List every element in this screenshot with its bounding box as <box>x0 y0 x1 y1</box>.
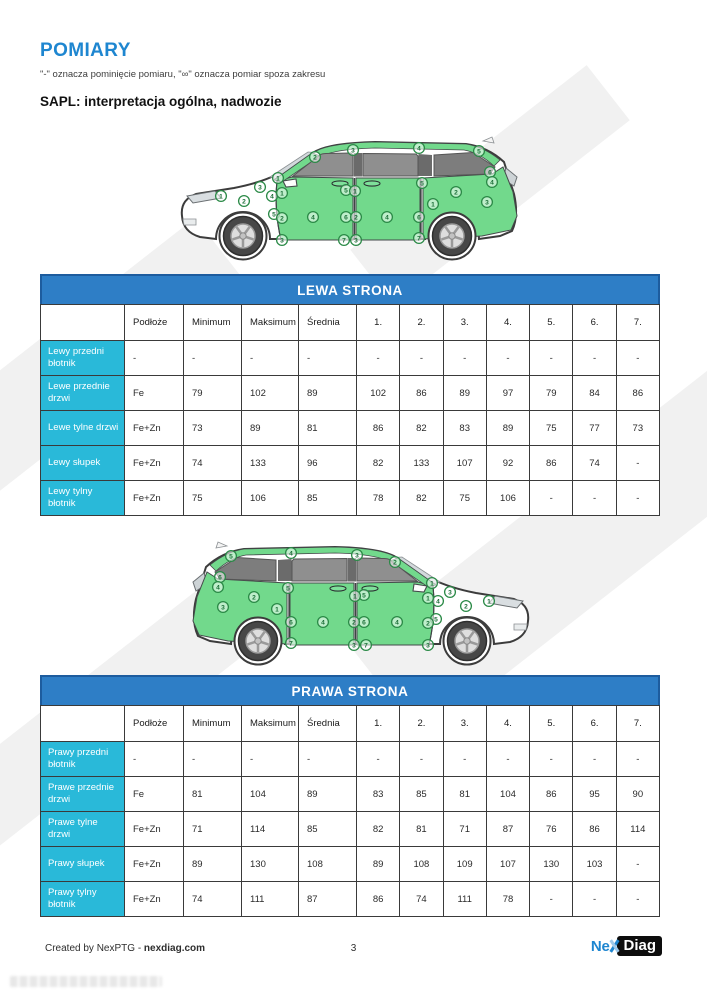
table-cell: 83 <box>443 411 486 446</box>
column-header: Średnia <box>299 305 357 341</box>
svg-text:2: 2 <box>393 559 397 567</box>
table-cell: 87 <box>299 882 357 917</box>
svg-text:4: 4 <box>417 145 421 153</box>
measure-point <box>392 617 403 628</box>
measure-point <box>484 596 495 607</box>
table-cell: 81 <box>400 812 443 847</box>
table-cell: 87 <box>486 812 529 847</box>
measure-point <box>273 173 284 184</box>
table-cell: 73 <box>616 411 659 446</box>
table-cell: 130 <box>530 847 573 882</box>
table-cell: - <box>616 742 659 777</box>
measure-point <box>277 235 288 246</box>
table-cell: - <box>616 341 659 376</box>
table-cell: - <box>242 742 299 777</box>
table-cell: 85 <box>299 481 357 516</box>
table-cell: 82 <box>357 446 400 481</box>
svg-text:1: 1 <box>353 188 357 196</box>
table-row <box>41 742 660 777</box>
svg-text:4: 4 <box>385 214 389 222</box>
column-header <box>41 305 125 341</box>
table-cell: - <box>616 847 659 882</box>
measure-point <box>352 550 363 561</box>
table-cell: 86 <box>357 411 400 446</box>
measure-point <box>283 583 294 594</box>
column-header: 7. <box>616 706 659 742</box>
measure-point <box>485 167 496 178</box>
svg-text:3: 3 <box>426 642 430 650</box>
table-cell: - <box>184 341 242 376</box>
measure-point <box>239 196 250 207</box>
measure-point <box>428 199 439 210</box>
svg-text:6: 6 <box>417 214 421 222</box>
svg-text:3: 3 <box>351 147 355 155</box>
row-header: Lewy słupek <box>41 446 125 481</box>
table-cell: 82 <box>400 411 443 446</box>
svg-text:1: 1 <box>276 175 280 183</box>
measure-point <box>351 212 362 223</box>
measure-point <box>277 188 288 199</box>
table-cell: 85 <box>299 812 357 847</box>
table-cell: - <box>357 341 400 376</box>
measure-point <box>216 191 227 202</box>
table-cell: 78 <box>486 882 529 917</box>
page-title: POMIARY <box>40 40 131 61</box>
table-cell: 74 <box>184 446 242 481</box>
table-cell: 103 <box>573 847 616 882</box>
table-cell: 111 <box>443 882 486 917</box>
svg-text:2: 2 <box>252 594 256 602</box>
svg-text:2: 2 <box>313 154 317 162</box>
table-row <box>41 481 660 516</box>
column-header: Maksimum <box>242 706 299 742</box>
svg-text:5: 5 <box>286 585 290 593</box>
measure-point <box>417 178 428 189</box>
svg-text:3: 3 <box>485 199 489 207</box>
column-header: 4. <box>486 305 529 341</box>
table-cell: Fe+Zn <box>125 446 184 481</box>
measure-point <box>350 591 361 602</box>
svg-text:3: 3 <box>354 237 358 245</box>
table-cell: - <box>400 742 443 777</box>
column-header: Minimum <box>184 305 242 341</box>
table-cell: 89 <box>242 411 299 446</box>
svg-text:3: 3 <box>355 552 359 560</box>
measure-point <box>451 187 462 198</box>
svg-text:4: 4 <box>395 619 399 627</box>
svg-text:1: 1 <box>426 595 430 603</box>
table-cell: - <box>443 742 486 777</box>
svg-text:4: 4 <box>311 214 315 222</box>
table-prawa-strona <box>40 675 660 917</box>
table-row <box>41 882 660 917</box>
table-cell: 106 <box>242 481 299 516</box>
column-header: 4. <box>486 706 529 742</box>
table-row <box>41 376 660 411</box>
table-cell: - <box>242 341 299 376</box>
measure-point <box>286 638 297 649</box>
table-row <box>41 812 660 847</box>
table-cell: 133 <box>242 446 299 481</box>
table-cell: Fe+Zn <box>125 882 184 917</box>
table-cell: 85 <box>400 777 443 812</box>
measure-point <box>390 557 401 568</box>
svg-text:6: 6 <box>289 619 293 627</box>
table-cell: 89 <box>184 847 242 882</box>
row-header: Lewy tylny błotnik <box>41 481 125 516</box>
svg-text:7: 7 <box>342 237 346 245</box>
page-number: 3 <box>350 943 357 954</box>
svg-text:5: 5 <box>362 592 366 600</box>
table-cell: Fe <box>125 376 184 411</box>
svg-text:6: 6 <box>362 619 366 627</box>
table-cell: 75 <box>530 411 573 446</box>
table-cell: 111 <box>242 882 299 917</box>
column-header: Podłoże <box>125 305 184 341</box>
table-cell: 95 <box>573 777 616 812</box>
table-cell: 89 <box>299 777 357 812</box>
table-cell: - <box>530 882 573 917</box>
table-cell: 89 <box>443 376 486 411</box>
table-cell: Fe <box>125 777 184 812</box>
table-cell: - <box>573 481 616 516</box>
table-title: LEWA STRONA <box>40 274 660 304</box>
table-cell: 86 <box>573 812 616 847</box>
table-row <box>41 847 660 882</box>
nexdiag-logo <box>591 936 662 956</box>
table-row <box>41 411 660 446</box>
table-row <box>41 446 660 481</box>
svg-text:2: 2 <box>352 619 356 627</box>
measure-point <box>414 212 425 223</box>
svg-text:2: 2 <box>464 603 468 611</box>
measure-point <box>348 145 359 156</box>
table-cell: 71 <box>184 812 242 847</box>
measure-point <box>249 592 260 603</box>
table-cell: 89 <box>486 411 529 446</box>
svg-text:1: 1 <box>275 606 279 614</box>
table-cell: 75 <box>443 481 486 516</box>
table-cell: - <box>530 742 573 777</box>
measure-point <box>359 617 370 628</box>
column-header: Maksimum <box>242 305 299 341</box>
measure-point <box>445 587 456 598</box>
table-cell: 90 <box>616 777 659 812</box>
table-cell: 108 <box>400 847 443 882</box>
measure-point <box>487 177 498 188</box>
column-header: 7. <box>616 305 659 341</box>
table-cell: - <box>573 742 616 777</box>
svg-text:1: 1 <box>280 190 284 198</box>
measure-point <box>213 582 224 593</box>
row-header: Prawe tylne drzwi <box>41 812 125 847</box>
table-cell: 96 <box>299 446 357 481</box>
table-cell: 86 <box>530 777 573 812</box>
table-cell: 76 <box>530 812 573 847</box>
table-cell: - <box>125 742 184 777</box>
table-cell: 86 <box>357 882 400 917</box>
table-cell: 74 <box>400 882 443 917</box>
column-header: 2. <box>400 706 443 742</box>
svg-text:2: 2 <box>354 214 358 222</box>
watermark-text <box>10 976 162 987</box>
table-cell: 83 <box>357 777 400 812</box>
svg-text:1: 1 <box>431 201 435 209</box>
table-cell: Fe+Zn <box>125 847 184 882</box>
table-cell: 73 <box>184 411 242 446</box>
svg-text:6: 6 <box>488 169 492 177</box>
car-diagram-right-side <box>170 529 540 669</box>
measure-point <box>272 604 283 615</box>
measure-point <box>482 197 493 208</box>
table-cell: - <box>530 341 573 376</box>
table-cell: - <box>616 882 659 917</box>
svg-text:5: 5 <box>420 180 424 188</box>
column-header <box>41 706 125 742</box>
svg-text:3: 3 <box>352 642 356 650</box>
svg-text:5: 5 <box>477 148 481 156</box>
measure-point <box>226 551 237 562</box>
table-cell: - <box>530 481 573 516</box>
measure-point <box>286 617 297 628</box>
column-header: Minimum <box>184 706 242 742</box>
table-cell: - <box>443 341 486 376</box>
table-cell: Fe+Zn <box>125 411 184 446</box>
table-cell: 78 <box>357 481 400 516</box>
measure-point <box>423 618 434 629</box>
measure-point <box>351 235 362 246</box>
column-header: 5. <box>530 706 573 742</box>
row-header: Prawy przedni błotnik <box>41 742 125 777</box>
svg-text:6: 6 <box>218 574 222 582</box>
table-cell: 106 <box>486 481 529 516</box>
table-title: PRAWA STRONA <box>40 675 660 705</box>
svg-text:7: 7 <box>289 640 293 648</box>
measure-point <box>433 596 444 607</box>
svg-text:7: 7 <box>417 235 421 243</box>
table-cell: 81 <box>184 777 242 812</box>
table-cell: - <box>573 341 616 376</box>
svg-text:4: 4 <box>436 598 440 606</box>
measure-point <box>427 578 438 589</box>
measure-point <box>255 182 266 193</box>
row-header: Prawy słupek <box>41 847 125 882</box>
table-cell: 82 <box>357 812 400 847</box>
table-cell: 114 <box>242 812 299 847</box>
table-cell: - <box>400 341 443 376</box>
table-cell: - <box>125 341 184 376</box>
table-cell: 97 <box>486 376 529 411</box>
table-cell: 74 <box>573 446 616 481</box>
created-brand: nexdiag.com <box>143 943 206 954</box>
table-cell: 77 <box>573 411 616 446</box>
measurements-table-left <box>40 304 660 516</box>
table-cell: 81 <box>299 411 357 446</box>
svg-text:2: 2 <box>454 189 458 197</box>
column-header: 1. <box>357 706 400 742</box>
svg-text:4: 4 <box>216 584 220 592</box>
measure-point <box>423 640 434 651</box>
measure-point <box>286 548 297 559</box>
measure-point <box>349 640 360 651</box>
column-header: 1. <box>357 305 400 341</box>
table-cell: 109 <box>443 847 486 882</box>
table-cell: 82 <box>400 481 443 516</box>
table-cell: 86 <box>616 376 659 411</box>
column-header: 6. <box>573 305 616 341</box>
svg-text:3: 3 <box>448 589 452 597</box>
table-cell: 89 <box>357 847 400 882</box>
table-cell: 104 <box>242 777 299 812</box>
table-cell: - <box>184 742 242 777</box>
table-cell: 114 <box>616 812 659 847</box>
created-prefix: Created by NexPTG - <box>45 943 144 954</box>
measure-point <box>423 593 434 604</box>
column-header: 3. <box>443 706 486 742</box>
table-cell: - <box>573 882 616 917</box>
table-cell: - <box>486 341 529 376</box>
row-header: Lewe przednie drzwi <box>41 376 125 411</box>
measure-point <box>215 572 226 583</box>
column-header: 2. <box>400 305 443 341</box>
measure-point <box>349 617 360 628</box>
header-row <box>41 305 660 341</box>
column-header: 6. <box>573 706 616 742</box>
svg-text:6: 6 <box>344 214 348 222</box>
table-row <box>41 341 660 376</box>
measure-point <box>310 152 321 163</box>
table-cell: 86 <box>530 446 573 481</box>
row-header: Lewe tylne drzwi <box>41 411 125 446</box>
svg-text:2: 2 <box>280 215 284 223</box>
table-cell: 107 <box>443 446 486 481</box>
table-cell: 92 <box>486 446 529 481</box>
table-cell: 75 <box>184 481 242 516</box>
measure-point <box>361 640 372 651</box>
column-header: Średnia <box>299 706 357 742</box>
table-cell: 102 <box>242 376 299 411</box>
table-cell: 104 <box>486 777 529 812</box>
svg-text:4: 4 <box>289 550 293 558</box>
measure-point <box>350 186 361 197</box>
table-cell: 130 <box>242 847 299 882</box>
measure-point <box>341 212 352 223</box>
row-header: Prawy tylny błotnik <box>41 882 125 917</box>
svg-text:4: 4 <box>321 619 325 627</box>
row-header: Lewy przedni błotnik <box>41 341 125 376</box>
table-cell: - <box>357 742 400 777</box>
svg-text:5: 5 <box>229 553 233 561</box>
svg-text:2: 2 <box>426 620 430 628</box>
table-cell: 79 <box>184 376 242 411</box>
measure-point <box>414 233 425 244</box>
measure-point <box>267 191 278 202</box>
table-cell: - <box>299 341 357 376</box>
svg-text:3: 3 <box>258 184 262 192</box>
table-cell: 81 <box>443 777 486 812</box>
column-header: Podłoże <box>125 706 184 742</box>
measurements-table-right <box>40 705 660 917</box>
svg-text:5: 5 <box>434 616 438 624</box>
table-cell: - <box>486 742 529 777</box>
svg-text:5: 5 <box>272 211 276 219</box>
svg-text:1: 1 <box>487 598 491 606</box>
header-row <box>41 706 660 742</box>
svg-text:5: 5 <box>344 187 348 195</box>
svg-text:4: 4 <box>270 193 274 201</box>
section-heading: SAPL: interpretacja ogólna, nadwozie <box>40 94 282 109</box>
measure-point <box>461 601 472 612</box>
table-lewa-strona <box>40 274 660 516</box>
table-cell: 86 <box>400 376 443 411</box>
logo-ne-text: Ne <box>590 937 610 955</box>
measure-point <box>277 213 288 224</box>
svg-text:1: 1 <box>219 193 223 201</box>
table-cell: 133 <box>400 446 443 481</box>
logo-x-icon <box>609 939 620 953</box>
svg-text:3: 3 <box>280 237 284 245</box>
row-header: Prawe przednie drzwi <box>41 777 125 812</box>
column-header: 3. <box>443 305 486 341</box>
table-cell: - <box>616 446 659 481</box>
table-cell: Fe+Zn <box>125 812 184 847</box>
measure-point <box>218 602 229 613</box>
measure-point <box>474 146 485 157</box>
table-cell: 102 <box>357 376 400 411</box>
measure-point <box>339 235 350 246</box>
table-cell: Fe+Zn <box>125 481 184 516</box>
table-cell: - <box>616 481 659 516</box>
table-cell: 71 <box>443 812 486 847</box>
svg-text:3: 3 <box>221 604 225 612</box>
table-cell: 74 <box>184 882 242 917</box>
column-header: 5. <box>530 305 573 341</box>
svg-text:1: 1 <box>430 580 434 588</box>
measure-point <box>414 143 425 154</box>
table-cell: 84 <box>573 376 616 411</box>
measure-point <box>308 212 319 223</box>
table-cell: 79 <box>530 376 573 411</box>
legend-note: "-" oznacza pominięcie pomiaru, "∞" oznacza pomiar spoza zakresu <box>40 69 326 80</box>
measure-point <box>382 212 393 223</box>
car-right-svg <box>170 529 540 669</box>
table-cell: 107 <box>486 847 529 882</box>
svg-text:4: 4 <box>490 179 494 187</box>
car-diagram-left-side <box>170 124 540 264</box>
car-left-svg <box>170 124 540 264</box>
svg-text:7: 7 <box>364 642 368 650</box>
logo-diag-text: Diag <box>617 936 662 956</box>
table-cell: 108 <box>299 847 357 882</box>
svg-text:2: 2 <box>242 198 246 206</box>
svg-text:1: 1 <box>353 593 357 601</box>
table-cell: - <box>299 742 357 777</box>
table-cell: 89 <box>299 376 357 411</box>
measure-point <box>318 617 329 628</box>
table-row <box>41 777 660 812</box>
